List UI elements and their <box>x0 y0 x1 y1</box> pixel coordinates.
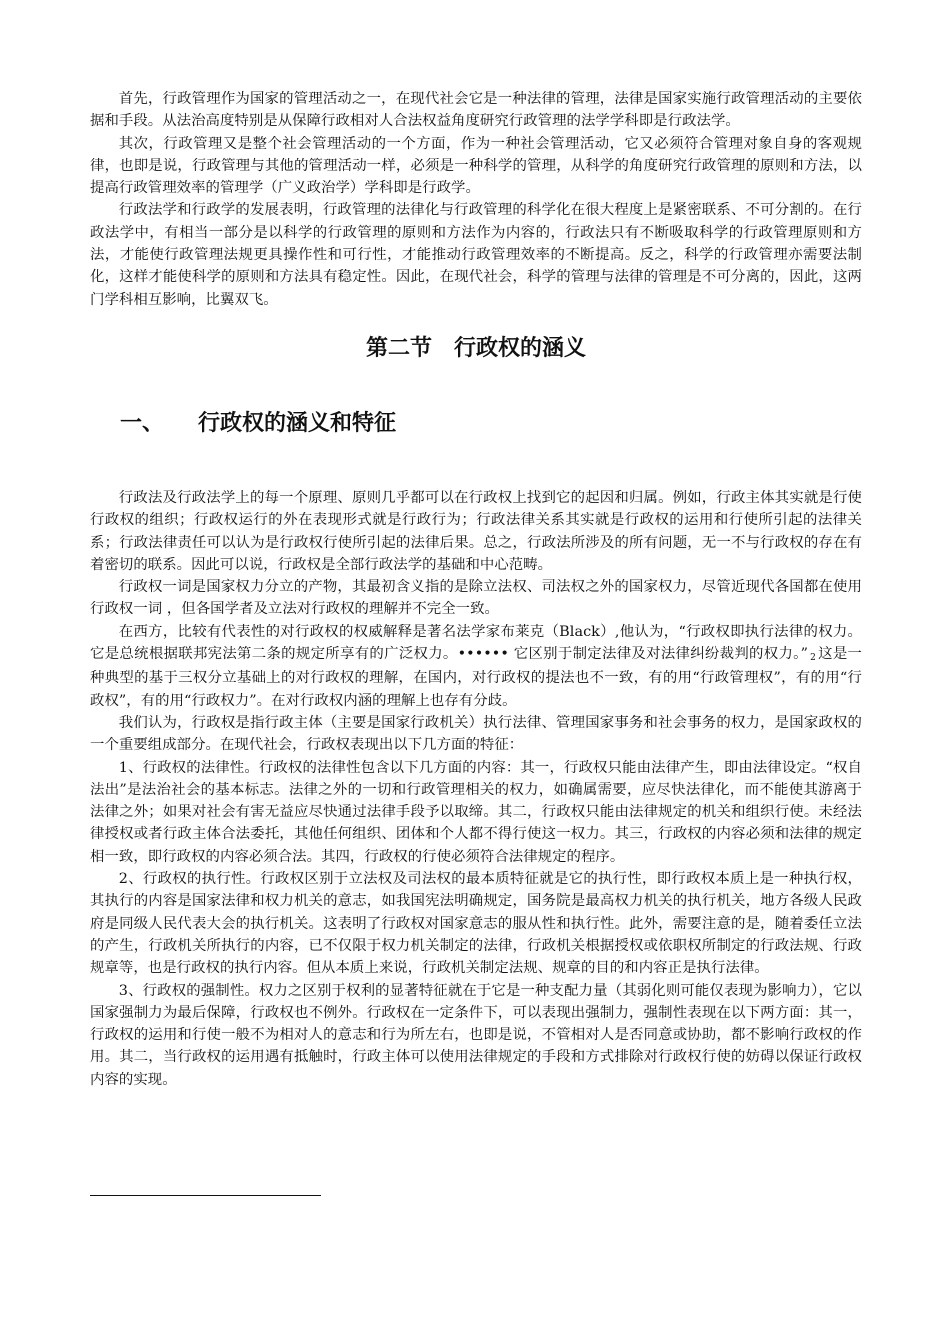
black-definition-part1: 在西方，比较有代表性的对行政权的权威解释是著名法学家布莱克（Black）,他认为，“行政权即执行法律的权力。它是总统根据联邦宪法第二条的规定所享有的广泛权力。•••••• 它区别于制定法律及对法律纠纷裁判的权力。” <box>90 623 862 663</box>
heading-spacer <box>90 443 862 487</box>
body-paragraph-black-definition <box>90 621 862 712</box>
body-paragraph-1: 行政法及行政法学上的每一个原理、原则几乎都可以在行政权上找到它的起因和归属。例如，行政主体其实就是行使行政权的组织；行政权运行的外在表现形式就是行政行为；行政法律关系其实就是行政权的运用和行使所引起的法律关系；行政法律责任可以认为是行政权行使所引起的法律后果。总之，行政法所涉及的所有问题，无一不与行政权的存在有着密切的联系。因此可以说，行政权是全部行政法学的基础和中心范畴。 <box>90 489 862 573</box>
body-paragraph-2: 行政权一词是国家权力分立的产物，其最初含义指的是除立法权、司法权之外的国家权力，尽管近现代各国都在使用行政权一词 ，但各国学者及立法对行政权的理解并不完全一致。 <box>90 579 862 618</box>
footnote-marker[interactable]: 2 <box>810 653 816 664</box>
subsection-title: 行政权的涵义和特征 <box>198 409 397 436</box>
subsection-heading <box>120 403 862 443</box>
document-page <box>90 88 862 1091</box>
feature-executive: 2、行政权的执行性。行政权区别于立法权及司法权的最本质特征就是它的执行性，即行政权本质上是一种执行权，其执行的内容是国家法律和权力机关的意志，如我国宪法明确规定，国务院是最高权力机关的执行机关，地方各级人民政府是同级人民代表大会的执行机关。这表明了行政权对国家意志的服从性和执行性。此外，需要注意的是，随着委任立法的产生，行政机关所执行的内容，已不仅限于权力机关制定的法律，行政机关根据授权或依职权所制定的行政法规、行政规章等，也是行政权的执行内容。但从本质上来说，行政机关制定法规、规章的目的和内容正是执行法律。 <box>90 871 862 977</box>
intro-paragraph-3: 行政法学和行政学的发展表明，行政管理的法律化与行政管理的科学化在很大程度上是紧密联系、不可分割的。在行政法学中，有相当一部分是以科学的行政管理的原则和方法作为内容的，行政法只有不断吸取科学的行政管理原则和方法，才能使行政管理法规更具操作性和可行性，才能推动行政管理效率的不断提高。反之，科学的行政管理亦需要法制化，这样才能使科学的原则和方法具有稳定性。因此，在现代社会，科学的管理与法律的管理是不可分离的，因此，这两门学科相互影响，比翼双飞。 <box>90 202 862 308</box>
subsection-number: 一、 <box>120 409 165 436</box>
black-definition-part2: 这是一种典型的基于三权分立基础上的对行政权的理解，在国内，对行政权的提法也不一致，有的用“行政管理权”，有的用“行政权”，有的用“行政权力”。在对行政权内涵的理解上也存有分歧。 <box>90 646 862 709</box>
intro-paragraph-1: 首先，行政管理作为国家的管理活动之一，在现代社会它是一种法律的管理，法律是国家实施行政管理活动的主要依据和手段。从法治高度特别是从保障行政相对人合法权益角度研究行政管理的法学学科即是行政法学。 <box>90 91 862 130</box>
body-paragraph-definition: 我们认为，行政权是指行政主体（主要是国家行政机关）执行法律、管理国家事务和社会事务的权力，是国家政权的一个重要组成部分。在现代社会，行政权表现出以下几方面的特征： <box>90 714 862 754</box>
section-title: 第二节 行政权的涵义 <box>365 335 586 361</box>
footnote-separator <box>90 1195 321 1196</box>
feature-coercive: 3、行政权的强制性。权力之区别于权利的显著特征就在于它是一种支配力量（其弱化则可能仅表现为影响力），它以国家强制力为最后保障，行政权也不例外。行政权在一定条件下，可以表现出强制力，强制性表现在以下两方面：其一，行政权的运用和行使一般不为相对人的意志和行为所左右，也即是说，不管相对人是否同意或协助，都不影响行政权的作用。其二，当行政权的运用遇有抵触时，行政主体可以使用法律规定的手段和方式排除对行政权行使的妨碍以保证行政权内容的实现。 <box>90 982 862 1088</box>
feature-legality: 1、行政权的法律性。行政权的法律性包含以下几方面的内容：其一，行政权只能由法律产生，即由法律设定。“权自法出”是法治社会的基本标志。法律之外的一切和行政管理相关的权力，如确属需要，应尽快法律化，而不能使其游离于法律之外；如果对社会有害无益应尽快通过法律手段予以取缔。其二，行政权只能由法律规定的机关和组织行使。未经法律授权或者行政主体合法委托，其他任何组织、团体和个人都不得行使这一权力。其三，行政权的内容必须和法律的规定相一致，即行政权的内容必须合法。其四，行政权的行使必须符合法律规定的程序。 <box>90 759 862 865</box>
intro-paragraph-2: 其次，行政管理又是整个社会管理活动的一个方面，作为一种社会管理活动，它又必须符合管理对象自身的客观规律，也即是说，行政管理与其他的管理活动一样，必须是一种科学的管理，从科学的角度研究行政管理的原则和方法，以提高行政管理效率的管理学（广义政治学）学科即是行政学。 <box>90 135 862 197</box>
